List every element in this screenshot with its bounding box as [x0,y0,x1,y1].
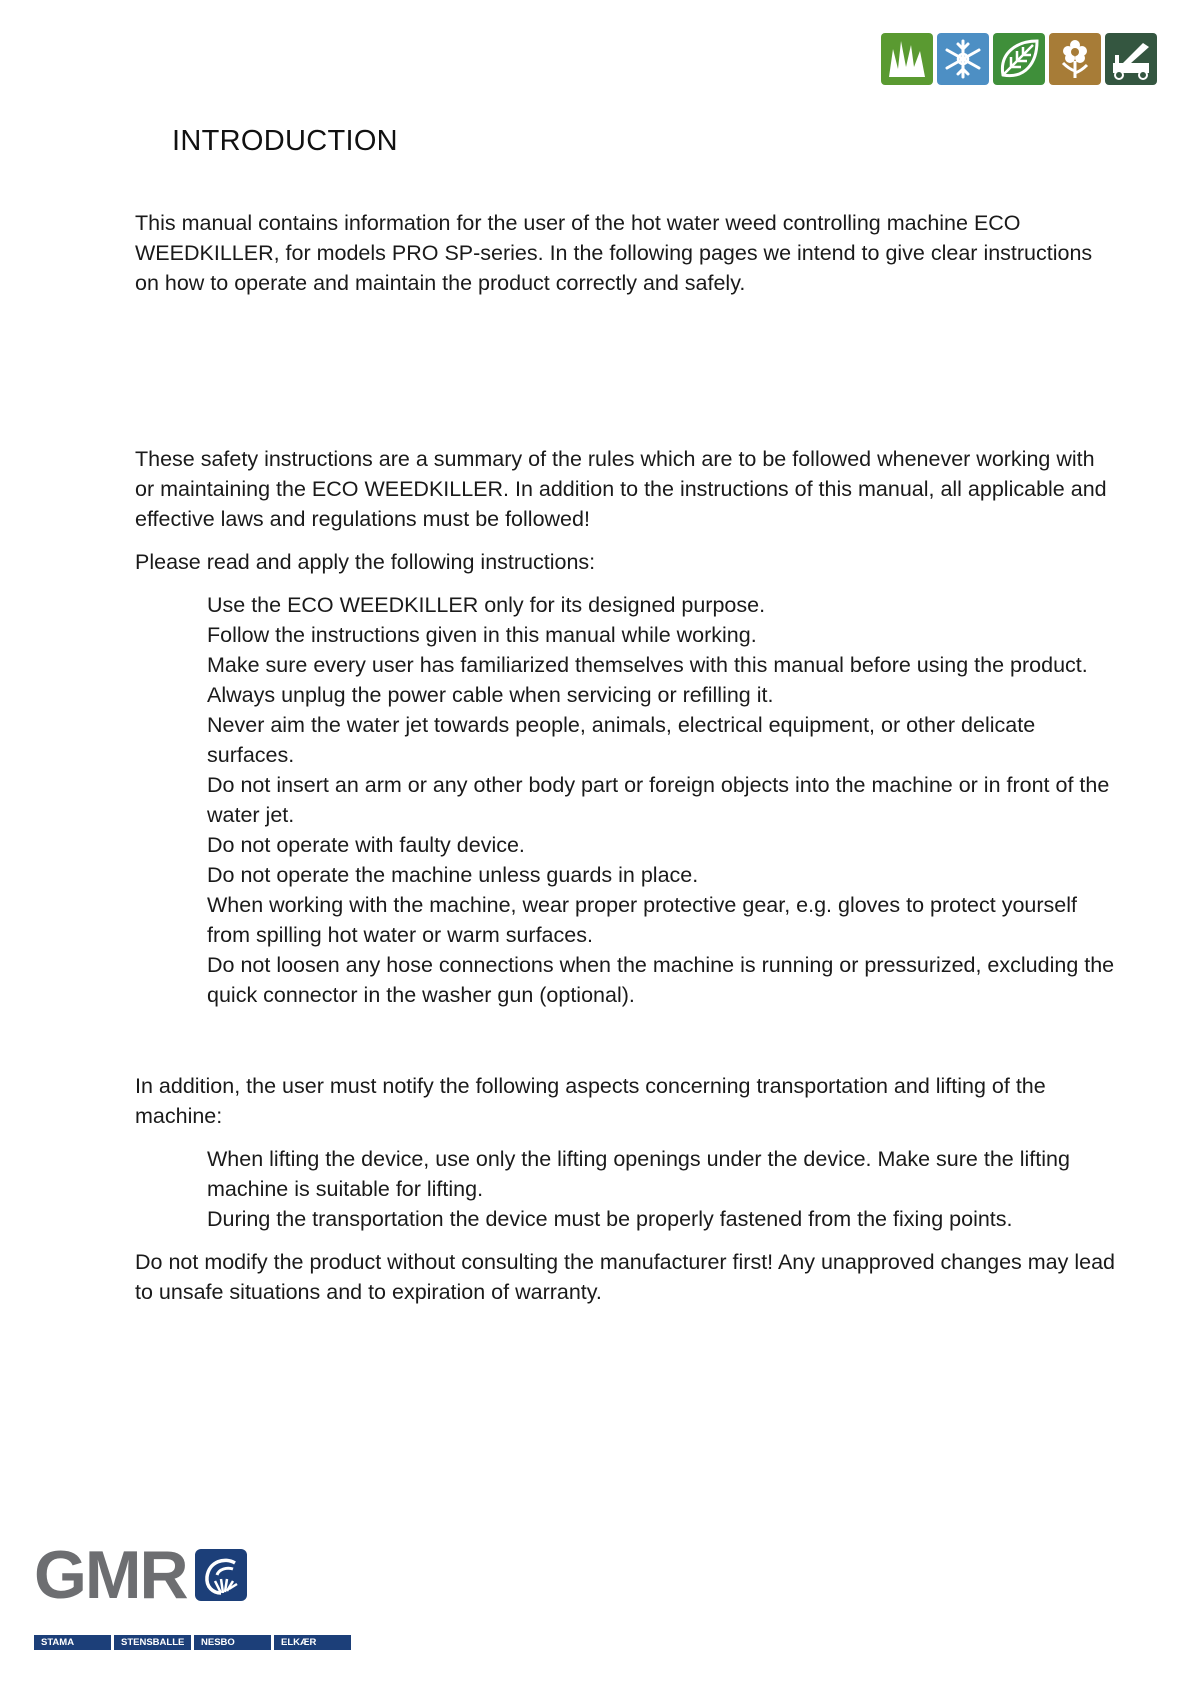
snowflake-icon [937,33,989,85]
list-item: Make sure every user has familiarized themselves with this manual before using the product. [207,653,1088,677]
sweeper-machine-icon [1105,33,1157,85]
list-item: When working with the machine, wear proper protective gear, e.g. gloves to protect yourself from spilling hot water or warm surfaces. [207,893,1077,947]
header-icon-strip [881,33,1157,85]
brand-strip [34,1635,351,1650]
brand-label: ELKÆR [274,1635,351,1650]
closing-paragraph: Do not modify the product without consulting the manufacturer first! Any unapproved changes may lead to unsafe situations and to expiration of warranty. [135,1250,1116,1304]
flower-icon [1049,33,1101,85]
grass-icon [881,33,933,85]
list-item: Use the ECO WEEDKILLER only for its designed purpose. [207,593,766,617]
list-item: Never aim the water jet towards people, animals, electrical equipment, or other delicate surfaces. [207,713,1036,767]
brand-label: STAMA [34,1635,111,1650]
gmr-logo-text: GMR [34,1537,187,1613]
brand-label: STENSBALLE [114,1635,191,1650]
safety-instructions-list [135,590,1115,1010]
please-read-paragraph: Please read and apply the following instructions: [135,550,596,574]
list-item: Do not insert an arm or any other body part or foreign objects into the machine or in front of the water jet. [207,773,1110,827]
list-item: Do not loosen any hose connections when the machine is running or pressurized, excluding the quick connector in the washer gun (optional). [207,953,1115,1007]
gmr-logo-mark-icon [195,1549,247,1601]
safety-summary-paragraph: These safety instructions are a summary of the rules which are to be followed whenever working with or maintaining the ECO WEEDKILLER. In addition to the instructions of this manual, all applicable and effective laws and regulations must be followed! [135,447,1107,531]
list-item: During the transportation the device must be properly fastened from the fixing points. [207,1207,1013,1231]
intro-paragraph: This manual contains information for the user of the hot water weed controlling machine ECO WEEDKILLER, for models PRO SP-series. In the following pages we intend to give clear instructions on how to operate and maintain the product correctly and safely. [135,211,1093,295]
gmr-logo [34,1537,247,1613]
page-title: INTRODUCTION [172,125,398,157]
transport-intro-paragraph: In addition, the user must notify the following aspects concerning transportation and lifting of the machine: [135,1074,1046,1128]
list-item: When lifting the device, use only the lifting openings under the device. Make sure the lifting machine is suitable for lifting. [207,1147,1070,1201]
list-item: Do not operate with faulty device. [207,833,525,857]
document-body [135,208,1115,1307]
list-item: Always unplug the power cable when servicing or refilling it. [207,683,774,707]
list-item: Do not operate the machine unless guards in place. [207,863,699,887]
leaf-icon [993,33,1045,85]
list-item: Follow the instructions given in this manual while working. [207,623,757,647]
brand-label: NESBO [194,1635,271,1650]
transport-instructions-list [135,1144,1115,1234]
